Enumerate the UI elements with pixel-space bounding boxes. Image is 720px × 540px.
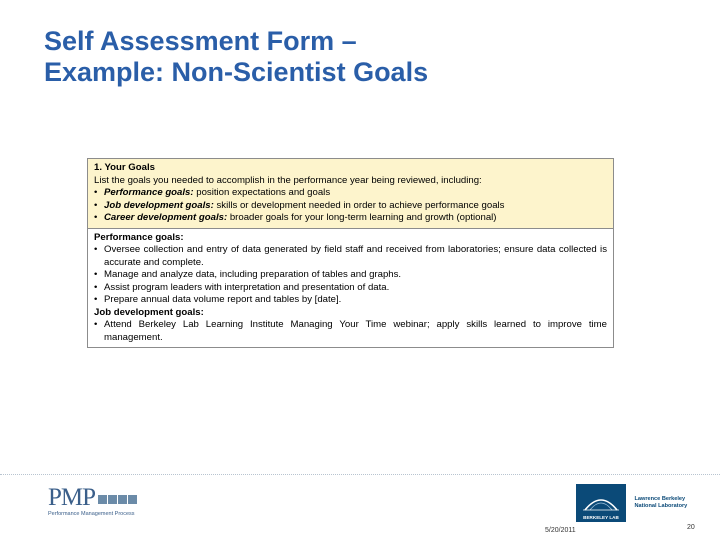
job-development-goals-heading: Job development goals:	[94, 306, 204, 318]
definition-text: skills or development needed in order to achieve performance goals	[213, 199, 505, 211]
goal-text: Manage and analyze data, including preparation of tables and graphs.	[104, 269, 402, 280]
definition-item	[94, 212, 607, 225]
goal-item	[94, 269, 607, 282]
bullet: •	[94, 187, 98, 198]
goal-item	[94, 294, 607, 307]
lbnl-name-line-1: Lawrence Berkeley	[634, 496, 686, 502]
goal-text: Attend Berkeley Lab Learning Institute Managing Your Time webinar; apply skills learned to improve time management.	[104, 319, 607, 343]
footer-divider	[0, 474, 720, 475]
definition-item	[94, 187, 607, 200]
pmp-logo-squares	[97, 491, 137, 509]
berkeley-lab-mark	[576, 484, 626, 522]
definition-item	[94, 200, 607, 213]
slide-title	[44, 26, 428, 88]
bullet: •	[94, 244, 98, 255]
goal-text: Oversee collection and entry of data generated by field staff and received from laboratories; ensure data collected is accurate and complete.	[104, 244, 607, 268]
bullet: •	[94, 199, 98, 211]
goal-text: Assist program leaders with interpretation and presentation of data.	[104, 281, 390, 293]
self-assessment-form-example	[87, 158, 614, 348]
intro-text: List the goals you needed to accomplish in the performance year being reviewed, including:	[94, 174, 482, 186]
pmp-logo-subtitle: Performance Management Process	[48, 511, 135, 517]
goal-item	[94, 244, 607, 269]
bullet: •	[94, 269, 98, 280]
goal-text: Prepare annual data volume report and tables by [date].	[104, 294, 342, 305]
definition-term: Performance goals:	[104, 187, 194, 198]
goals-example-content	[88, 229, 613, 348]
berkeley-lab-logo	[576, 484, 687, 522]
lbnl-name-line-2: National Laboratory	[634, 503, 688, 509]
definition-term: Career development goals:	[104, 212, 228, 223]
goal-item	[94, 282, 607, 295]
bullet: •	[94, 294, 98, 305]
slide-number: 20	[687, 524, 695, 531]
slide-title-line-1: Self Assessment Form –	[44, 26, 357, 56]
bullet: •	[94, 319, 98, 330]
lbnl-name	[634, 496, 687, 510]
definition-text: broader goals for your long-term learning and growth (optional)	[227, 212, 497, 223]
goal-item	[94, 319, 607, 344]
pmp-logo-letters: PMP	[48, 484, 96, 511]
performance-goals-heading: Performance goals:	[94, 231, 184, 243]
bullet: •	[94, 212, 98, 223]
berkeley-lab-mark-text: BERKELEY LAB	[583, 515, 619, 520]
slide-date: 5/20/2011	[545, 527, 576, 534]
slide-title-line-2: Example: Non-Scientist Goals	[44, 57, 429, 87]
pmp-logo	[48, 484, 137, 517]
definition-text: position expectations and goals	[193, 187, 331, 198]
your-goals-instructions	[88, 159, 613, 229]
bullet: •	[94, 281, 98, 293]
section-heading: 1. Your Goals	[94, 162, 155, 173]
definition-term: Job development goals:	[104, 199, 214, 211]
